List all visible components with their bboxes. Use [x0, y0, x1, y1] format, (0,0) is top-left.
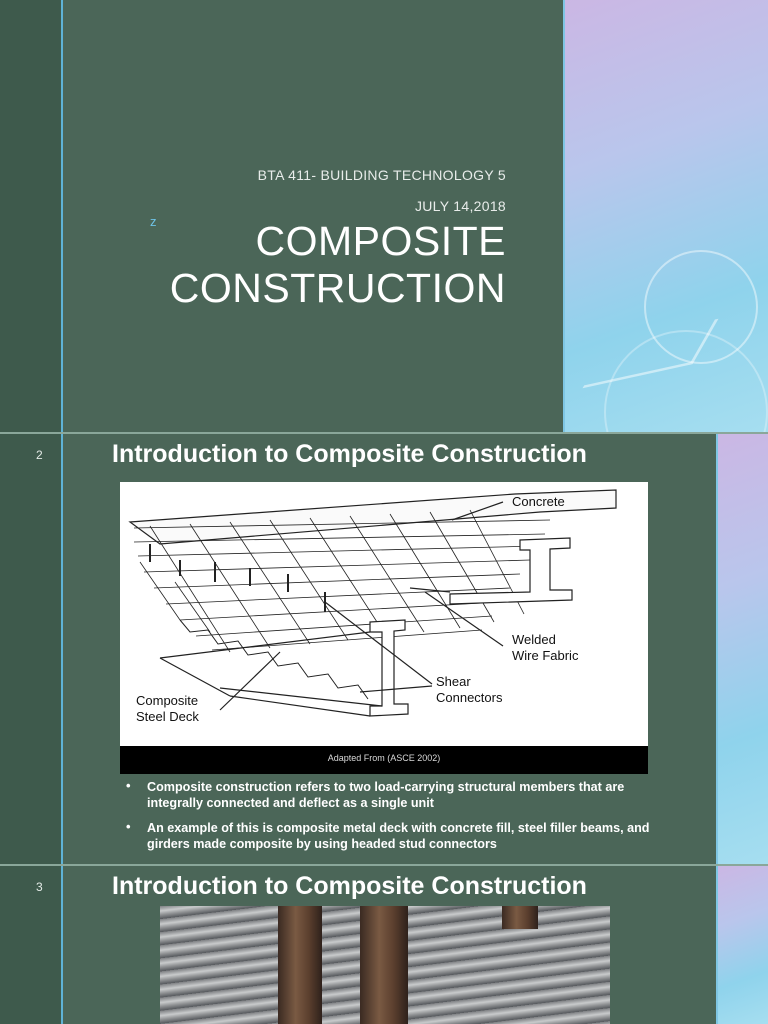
left-band: [0, 866, 61, 1024]
bullet-item: [126, 820, 656, 852]
decorative-gradient-panel: [718, 434, 768, 864]
slide-3[interactable]: [0, 866, 768, 1024]
title-line-1: COMPOSITE: [255, 218, 506, 264]
bullet-text: An example of this is composite metal deck with concrete fill, steel filler beams, and girders made composite by using headed stud connectors: [147, 821, 650, 851]
slide-title: Introduction to Composite Construction: [112, 440, 587, 468]
bullet-icon: •: [126, 778, 131, 793]
label-welded-wire-fabric: [512, 632, 578, 664]
photo-beam: [502, 906, 538, 929]
right-accent-rule: [563, 0, 565, 432]
composite-deck-diagram: [120, 482, 648, 774]
caption-bar: [120, 746, 648, 774]
page-title: [120, 218, 506, 312]
label-line: Welded: [512, 632, 556, 647]
bullet-icon: •: [126, 819, 131, 834]
left-band: [0, 434, 61, 864]
left-band: [0, 0, 61, 432]
label-line: Steel Deck: [136, 709, 199, 724]
figure-caption: Adapted From (ASCE 2002): [327, 753, 441, 763]
slide-title: Introduction to Composite Construction: [112, 872, 587, 900]
title-line-2: CONSTRUCTION: [169, 265, 506, 311]
label-concrete: Concrete: [512, 494, 565, 509]
left-accent-rule: [61, 866, 63, 1024]
photo-beam: [360, 906, 408, 1024]
steel-deck-photo: [160, 906, 610, 1024]
decorative-gradient-panel: [564, 0, 768, 432]
label-line: Connectors: [436, 690, 503, 705]
slide-date: JULY 14,2018: [414, 198, 506, 214]
label-shear-connectors: [436, 674, 502, 706]
slide-2[interactable]: [0, 434, 768, 864]
label-line: Wire Fabric: [512, 648, 579, 663]
bullet-text: Composite construction refers to two load-carrying structural members that are integrally connected and deflect as a single unit: [147, 780, 625, 810]
z-mark: z: [150, 214, 157, 229]
left-accent-rule: [61, 434, 63, 864]
slide-number: 2: [36, 448, 43, 462]
title-slide[interactable]: [0, 0, 768, 432]
bullet-list: [126, 779, 656, 861]
diagram-drawing: [120, 482, 648, 746]
course-subtitle: BTA 411- BUILDING TECHNOLOGY 5: [257, 167, 506, 183]
bullet-item: [126, 779, 656, 811]
photo-beam: [278, 906, 322, 1024]
decorative-gradient-panel: [718, 866, 768, 1024]
left-accent-rule: [61, 0, 63, 432]
slide-number: 3: [36, 880, 43, 894]
label-composite-steel-deck: [136, 693, 199, 725]
right-accent-rule: [716, 434, 718, 864]
right-accent-rule: [716, 866, 718, 1024]
label-line: Composite: [136, 693, 199, 708]
label-line: Shear: [436, 674, 471, 689]
